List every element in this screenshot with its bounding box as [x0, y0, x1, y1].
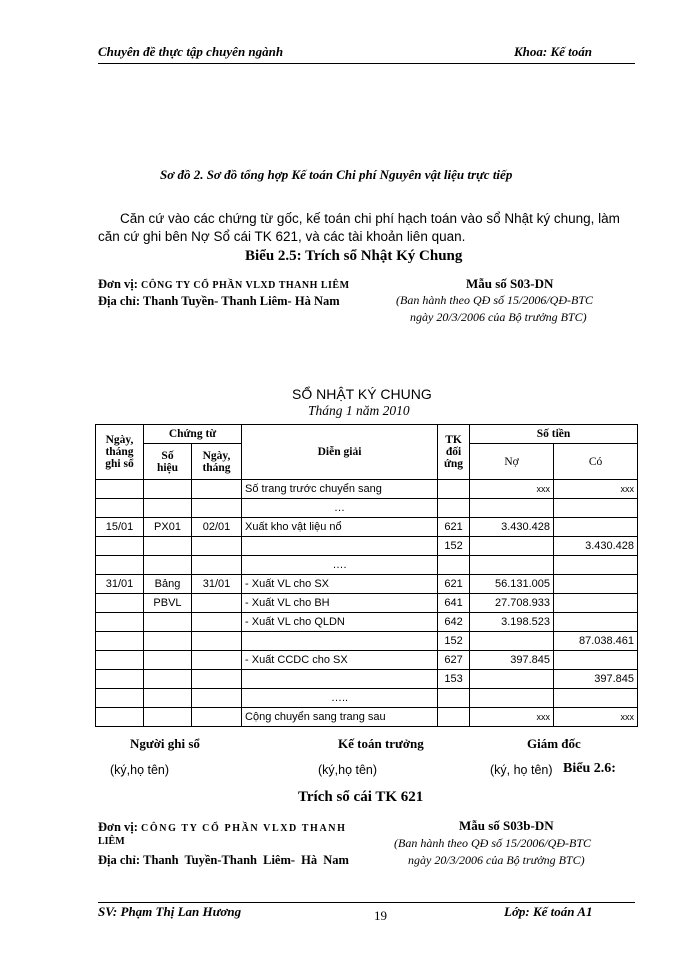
cell-voucher-no [144, 537, 192, 556]
cell-voucher-date [192, 689, 242, 708]
form2-decree-line2: ngày 20/3/2006 của Bộ trưởng BTC) [408, 853, 585, 867]
cell-account [438, 480, 470, 499]
cell-voucher-no [144, 689, 192, 708]
cell-voucher-date: 02/01 [192, 518, 242, 537]
sig-director-title: Giám đốc [527, 736, 581, 751]
form2-decree-line1: (Ban hành theo QĐ số 15/2006/QĐ-BTC [394, 836, 591, 850]
table-row [96, 499, 638, 518]
form1-decree-line1: (Ban hành theo QĐ số 15/2006/QĐ-BTC [396, 293, 593, 307]
cell-voucher-no [144, 613, 192, 632]
form1-address-value: Thanh Tuyền- Thanh Liêm- Hà Nam [142, 294, 340, 308]
cell-debit [470, 537, 554, 556]
th-voucher: Chứng từ [144, 425, 242, 444]
table-row [96, 594, 638, 613]
cell-voucher-no [144, 651, 192, 670]
cell-debit: xxx [470, 480, 554, 499]
header-rule [98, 63, 635, 64]
cell-credit [554, 556, 638, 575]
table-row [96, 670, 638, 689]
cell-voucher-no: PX01 [144, 518, 192, 537]
cell-voucher-no [144, 499, 192, 518]
form1-unit-label: Đơn vị: [98, 277, 138, 291]
table-row [96, 651, 638, 670]
header-right: Khoa: Kế toán [514, 44, 593, 59]
cell-debit [470, 556, 554, 575]
cell-debit [470, 670, 554, 689]
cell-account: 621 [438, 518, 470, 537]
cell-credit [554, 575, 638, 594]
page-number: 19 [374, 908, 387, 923]
form1-address-label: Địa chỉ: [98, 294, 141, 308]
cell-date: 15/01 [96, 518, 144, 537]
cell-credit [554, 499, 638, 518]
paragraph-line-1: Căn cứ vào các chứng từ gốc, kế toán chi phí hạch toán vào sổ Nhật ký chung, làm [120, 211, 620, 226]
footer-rule [98, 902, 635, 903]
cell-account: 642 [438, 613, 470, 632]
table-row [96, 556, 638, 575]
table-row [96, 537, 638, 556]
table-row [96, 708, 638, 727]
cell-voucher-no: Bảng [144, 575, 192, 594]
cell-account: 152 [438, 632, 470, 651]
th-amount: Số tiền [470, 425, 638, 444]
sig-recorder-title: Người ghi sổ [130, 736, 200, 751]
cell-description: Số trang trước chuyển sang [242, 480, 438, 499]
cell-voucher-date [192, 480, 242, 499]
th-voucher-date: Ngày, tháng [192, 444, 242, 480]
cell-voucher-date [192, 651, 242, 670]
cell-date [96, 670, 144, 689]
header-left: Chuyên đề thực tập chuyên ngành [98, 44, 284, 59]
cell-credit: 397.845 [554, 670, 638, 689]
cell-date [96, 537, 144, 556]
form2-address-value: Thanh Tuyền-Thanh Liêm- Hà Nam [143, 853, 349, 867]
cell-voucher-date [192, 537, 242, 556]
cell-date: 31/01 [96, 575, 144, 594]
cell-debit: 3.198.523 [470, 613, 554, 632]
form2-title-part2: Trích sổ cái TK 621 [298, 789, 424, 805]
cell-credit: 3.430.428 [554, 537, 638, 556]
cell-date [96, 632, 144, 651]
cell-description: …. [242, 556, 438, 575]
paragraph-line-2: căn cứ ghi bên Nợ Sổ cái TK 621, và các tài khoản liên quan. [98, 229, 466, 244]
th-account: TK đối ứng [438, 425, 470, 480]
sig-chief-accountant-note: (ký,họ tên) [318, 763, 378, 777]
cell-description [242, 537, 438, 556]
table-row [96, 480, 638, 499]
cell-voucher-no [144, 632, 192, 651]
cell-date [96, 499, 144, 518]
cell-voucher-date [192, 708, 242, 727]
cell-credit: 87.038.461 [554, 632, 638, 651]
cell-description: - Xuất VL cho BH [242, 594, 438, 613]
cell-debit: 397.845 [470, 651, 554, 670]
footer-left: SV: Phạm Thị Lan Hương [98, 904, 242, 919]
cell-debit: xxx [470, 708, 554, 727]
cell-credit [554, 518, 638, 537]
cell-debit [470, 632, 554, 651]
th-description: Diễn giải [242, 425, 438, 480]
cell-date [96, 651, 144, 670]
cell-debit [470, 689, 554, 708]
cell-voucher-date: 31/01 [192, 575, 242, 594]
cell-voucher-date [192, 613, 242, 632]
cell-voucher-no: PBVL [144, 594, 192, 613]
cell-date [96, 556, 144, 575]
cell-debit: 56.131.005 [470, 575, 554, 594]
form2-unit-value-line1: CÔNG TY CỔ PHẦN VLXD THANH [141, 823, 347, 834]
cell-description [242, 670, 438, 689]
cell-date [96, 594, 144, 613]
cell-credit [554, 594, 638, 613]
cell-date [96, 689, 144, 708]
cell-voucher-date [192, 556, 242, 575]
form1-unit-value: CÔNG TY CỔ PHẦN VLXD THANH LIÊM [141, 280, 350, 291]
cell-credit [554, 613, 638, 632]
table-row [96, 518, 638, 537]
cell-description: - Xuất VL cho SX [242, 575, 438, 594]
cell-account: 153 [438, 670, 470, 689]
cell-voucher-date [192, 594, 242, 613]
cell-credit [554, 651, 638, 670]
cell-description: … [242, 499, 438, 518]
cell-voucher-no [144, 708, 192, 727]
cell-debit: 3.430.428 [470, 518, 554, 537]
cell-account [438, 556, 470, 575]
cell-account: 152 [438, 537, 470, 556]
cell-account: 621 [438, 575, 470, 594]
cell-description: - Xuất VL cho QLDN [242, 613, 438, 632]
th-date: Ngày, tháng ghi sổ [96, 425, 144, 480]
cell-date [96, 480, 144, 499]
cell-account: 627 [438, 651, 470, 670]
form2-address-label: Địa chỉ: [98, 853, 141, 867]
form1-form-no: Mẫu số S03-DN [466, 276, 554, 291]
cell-description: - Xuất CCDC cho SX [242, 651, 438, 670]
cell-account [438, 689, 470, 708]
cell-voucher-date [192, 499, 242, 518]
table-row [96, 613, 638, 632]
form2-form-no: Mẫu số S03b-DN [459, 818, 554, 833]
cell-description: ….. [242, 689, 438, 708]
sig-recorder-note: (ký,họ tên) [110, 763, 170, 777]
journal-table [95, 424, 638, 727]
diagram-caption: Sơ đồ 2. Sơ đồ tổng hợp Kế toán Chi phí Nguyên vật liệu trực tiếp [160, 167, 513, 182]
form2-unit-label: Đơn vị: [98, 820, 138, 834]
cell-voucher-no [144, 556, 192, 575]
cell-description: Cộng chuyển sang trang sau [242, 708, 438, 727]
cell-account [438, 708, 470, 727]
cell-date [96, 613, 144, 632]
cell-credit: xxx [554, 708, 638, 727]
footer-right: Lớp: Kế toán A1 [504, 904, 593, 919]
cell-account: 641 [438, 594, 470, 613]
journal-subtitle: Tháng 1 năm 2010 [308, 403, 410, 418]
form1-title: Biểu 2.5: Trích sổ Nhật Ký Chung [245, 248, 463, 264]
journal-title: SỔ NHẬT KÝ CHUNG [292, 386, 432, 402]
th-voucher-no: Số hiệu [144, 444, 192, 480]
sig-director-note: (ký, họ tên) [490, 763, 553, 777]
cell-date [96, 708, 144, 727]
cell-debit: 27.708.933 [470, 594, 554, 613]
cell-credit: xxx [554, 480, 638, 499]
form2-title-part1: Biểu 2.6: [563, 761, 616, 776]
sig-chief-accountant-title: Kế toán trưởng [338, 736, 424, 751]
table-row [96, 575, 638, 594]
table-row [96, 689, 638, 708]
cell-voucher-date [192, 632, 242, 651]
form2-unit-value-line2: LIÊM [98, 836, 125, 847]
th-debit: Nợ [470, 444, 554, 480]
cell-voucher-no [144, 670, 192, 689]
th-credit: Có [554, 444, 638, 480]
cell-credit [554, 689, 638, 708]
cell-voucher-date [192, 670, 242, 689]
cell-account [438, 499, 470, 518]
cell-description [242, 632, 438, 651]
cell-description: Xuất kho vật liệu nổ [242, 518, 438, 537]
cell-debit [470, 499, 554, 518]
form1-decree-line2: ngày 20/3/2006 của Bộ trưởng BTC) [410, 310, 587, 324]
cell-voucher-no [144, 480, 192, 499]
table-row [96, 632, 638, 651]
